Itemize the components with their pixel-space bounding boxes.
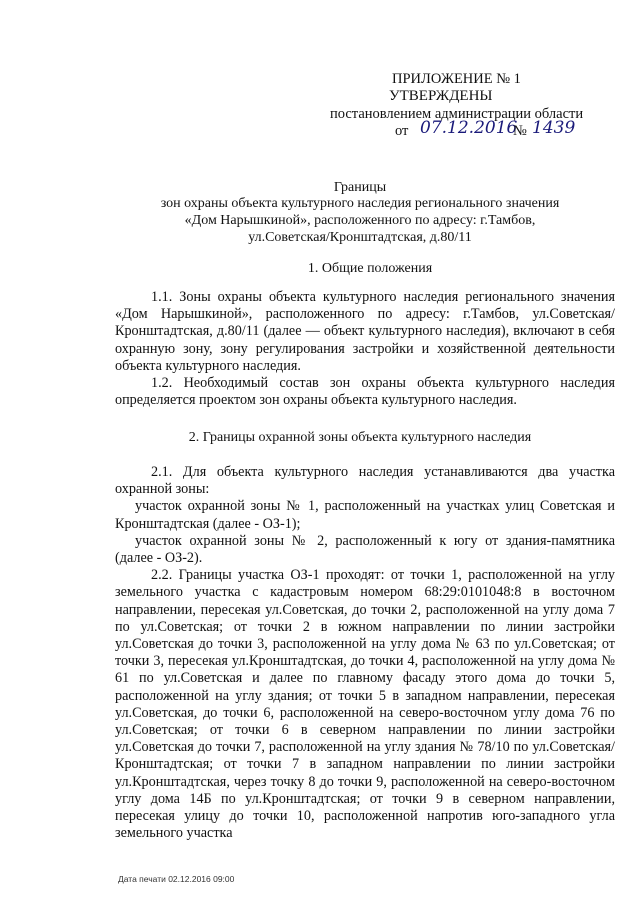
number-label: № bbox=[513, 123, 527, 139]
print-date: Дата печати 02.12.2016 09:00 bbox=[118, 874, 235, 884]
section-1-body bbox=[115, 289, 615, 409]
handwritten-date: 07.12.2016 bbox=[420, 118, 518, 138]
paragraph-2-1-a: участок охранной зоны № 1, расположенный на участках улиц Советская и Кронштадтская (далее - ОЗ-1); bbox=[115, 498, 615, 532]
handwritten-number: 1439 bbox=[532, 118, 576, 138]
paragraph-2-2: 2.2. Границы участка ОЗ-1 проходят: от точки 1, расположенной на углу земельного участка с кадастровым номером 68:29:0101048:8 в восточном направлении, пересекая ул.Советская, до точки 2, расположенной на углу дома 7 по ул.Советская; от точки 2 в южном направлении по линии застройки ул.Советская до точки 3, расположенной на углу дома № 63 по ул.Советская; от точки 3, пересекая ул.Кронштадтская, до точки 4, расположенной на углу дома № 61 по ул.Советская и далее по главному фасаду этого дома до точки 5, расположенной на углу здания; от точки 5 в западном направлении, пересекая ул.Советская, до точки 6, расположенной на северо-восточном углу дома 76 по ул.Советская; от точки 6 в северном направлении по линии застройки ул.Советская до точки 7, расположенной на углу здания № 78/10 по ул.Советская/Кронштадтская; от точки 7 в западном направлении по линии застройки ул.Кронштадтская, через точку 8 до точки 9, расположенной на северо-восточном углу дома 14Б по ул.Кронштадтская; от точки 9 в северном направлении, пересекая улицу до точки 10, расположенной напротив юго-западного угла земельного участка bbox=[115, 567, 615, 842]
section-2-body bbox=[115, 464, 615, 842]
paragraph-1-1: 1.1. Зоны охраны объекта культурного наследия регионального значения «Дом Нарышкиной», расположенного по адресу: г.Тамбов, ул.Советская/Кронштадтская, д.80/11 (далее — объект культурного наследия), включают в себя охранную зону, зону регулирования застройки и хозяйственной деятельности объекта культурного наследия. bbox=[115, 289, 615, 374]
approved-label: УТВЕРЖДЕНЫ bbox=[389, 88, 493, 104]
decree-label: постановлением администрации области bbox=[330, 106, 584, 122]
from-label: от bbox=[395, 123, 409, 139]
paragraph-2-1: 2.1. Для объекта культурного наследия устанавливаются два участка охранной зоны: bbox=[115, 464, 615, 498]
section-2-heading: 2. Границы охранной зоны объекта культурного наследия bbox=[188, 430, 532, 445]
paragraph-2-1-b: участок охранной зоны № 2, расположенный к югу от здания-памятника (далее - ОЗ-2). bbox=[115, 532, 615, 567]
paragraph-1-2: 1.2. Необходимый состав зон охраны объекта культурного наследия определяется проектом зон охраны объекта культурного наследия. bbox=[115, 375, 615, 409]
section-1-heading: 1. Общие положения bbox=[307, 261, 433, 276]
title-line-4: ул.Советская/Кронштадтская, д.80/11 bbox=[248, 230, 472, 245]
title-line-1: Границы bbox=[333, 180, 387, 195]
title-line-3: «Дом Нарышкиной», расположенного по адресу: г.Тамбов, bbox=[184, 213, 536, 228]
appendix-label: ПРИЛОЖЕНИЕ № 1 bbox=[392, 71, 521, 87]
title-line-2: зон охраны объекта культурного наследия регионального значения bbox=[160, 196, 560, 211]
